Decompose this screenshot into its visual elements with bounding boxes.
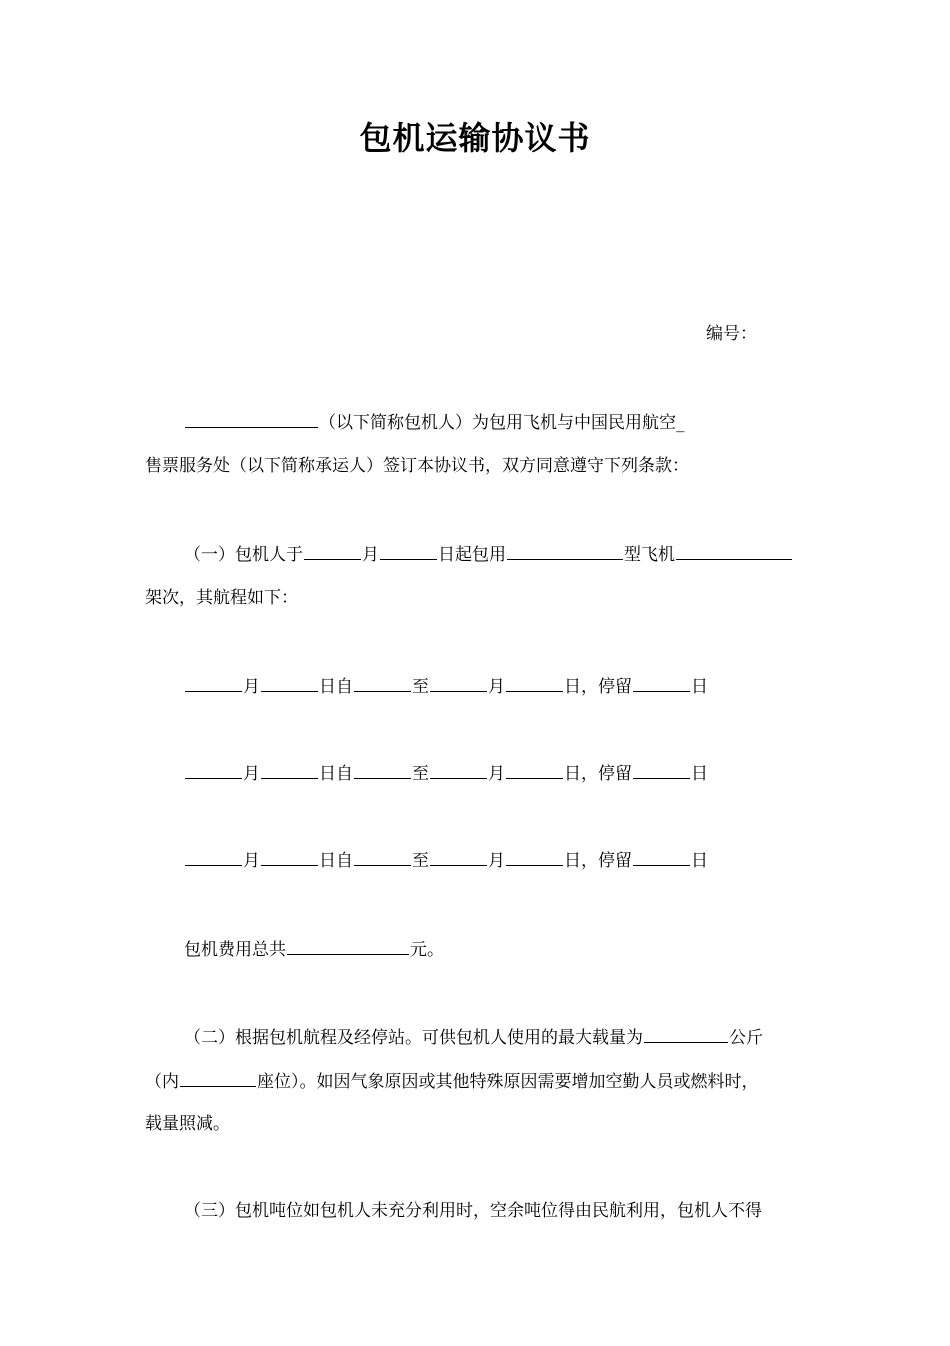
- clause-3-line-1: （三）包机吨位如包机人未充分利用时，空余吨位得由民航利用，包机人不得: [184, 1201, 762, 1221]
- itinerary-from-label: 日自: [319, 764, 353, 784]
- clause-1-month-label: 月: [362, 545, 379, 565]
- clause-1-line-2: 架次，其航程如下：: [145, 588, 298, 608]
- aircraft-type-blank[interactable]: [507, 541, 623, 560]
- itinerary-day2-blank[interactable]: [506, 847, 563, 866]
- itinerary-month2-label: 月: [488, 764, 505, 784]
- document-title: 包机运输协议书: [359, 119, 591, 157]
- clause-1-prefix: （一）包机人于: [184, 545, 303, 565]
- clause-2-line-3: 载量照减。: [145, 1114, 230, 1134]
- itinerary-month-blank[interactable]: [185, 673, 242, 692]
- charterer-name-blank[interactable]: [185, 409, 318, 428]
- itinerary-stay-blank[interactable]: [633, 760, 690, 779]
- itinerary-day-blank[interactable]: [261, 760, 318, 779]
- itinerary-origin-blank[interactable]: [354, 673, 411, 692]
- clause-2-line-2-suffix: 座位）。如因气象原因或其他特殊原因需要增加空勤人员或燃料时，: [257, 1072, 759, 1092]
- seat-count-blank[interactable]: [180, 1068, 256, 1087]
- clause-2-line-1: [184, 1024, 763, 1050]
- clause-1-type-label: 型飞机: [624, 545, 675, 565]
- fee-suffix: 元。: [410, 940, 444, 960]
- intro-line-1-text: （以下简称包机人）为包用飞机与中国民用航空_: [319, 413, 685, 433]
- start-day-blank[interactable]: [380, 541, 437, 560]
- itinerary-row: [184, 760, 708, 786]
- intro-line-2: 售票服务处（以下简称承运人）签订本协议书，双方同意遵守下列条款：: [145, 456, 689, 476]
- itinerary-from-label: 日自: [319, 677, 353, 697]
- max-load-blank[interactable]: [644, 1024, 728, 1043]
- clause-2-line-2-prefix: （内: [145, 1072, 179, 1092]
- itinerary-to-label: 至: [412, 851, 429, 871]
- itinerary-stay-label: 日，停留: [564, 851, 632, 871]
- itinerary-day-blank[interactable]: [261, 673, 318, 692]
- start-month-blank[interactable]: [304, 541, 361, 560]
- itinerary-origin-blank[interactable]: [354, 847, 411, 866]
- itinerary-day-end-label: 日: [691, 764, 708, 784]
- itinerary-stay-label: 日，停留: [564, 764, 632, 784]
- itinerary-month-blank[interactable]: [185, 760, 242, 779]
- itinerary-stay-label: 日，停留: [564, 677, 632, 697]
- itinerary-to-label: 至: [412, 677, 429, 697]
- itinerary-month2-label: 月: [488, 851, 505, 871]
- itinerary-stay-blank[interactable]: [633, 847, 690, 866]
- contract-number-label: 编号：: [706, 324, 757, 344]
- itinerary-dest-blank[interactable]: [430, 847, 487, 866]
- fee-amount-blank[interactable]: [287, 936, 409, 955]
- itinerary-month-label: 月: [243, 851, 260, 871]
- itinerary-day2-blank[interactable]: [506, 760, 563, 779]
- itinerary-day-end-label: 日: [691, 851, 708, 871]
- itinerary-day2-blank[interactable]: [506, 673, 563, 692]
- clause-2-line-2: [145, 1068, 759, 1094]
- itinerary-dest-blank[interactable]: [430, 760, 487, 779]
- fee-prefix: 包机费用总共: [184, 940, 286, 960]
- intro-line-1: [184, 409, 685, 435]
- clause-1-line-1: [184, 541, 793, 567]
- itinerary-month2-label: 月: [488, 677, 505, 697]
- itinerary-row: [184, 847, 708, 873]
- itinerary-month-blank[interactable]: [185, 847, 242, 866]
- itinerary-month-label: 月: [243, 764, 260, 784]
- itinerary-from-label: 日自: [319, 851, 353, 871]
- fee-line: [184, 936, 444, 962]
- itinerary-origin-blank[interactable]: [354, 760, 411, 779]
- itinerary-to-label: 至: [412, 764, 429, 784]
- itinerary-month-label: 月: [243, 677, 260, 697]
- clause-2-kg-label: 公斤: [729, 1028, 763, 1048]
- itinerary-day-blank[interactable]: [261, 847, 318, 866]
- clause-1-day-label: 日起包用: [438, 545, 506, 565]
- itinerary-row: [184, 673, 708, 699]
- itinerary-day-end-label: 日: [691, 677, 708, 697]
- itinerary-dest-blank[interactable]: [430, 673, 487, 692]
- clause-2-prefix: （二）根据包机航程及经停站。可供包机人使用的最大载量为: [184, 1028, 643, 1048]
- itinerary-stay-blank[interactable]: [633, 673, 690, 692]
- flight-count-blank[interactable]: [676, 541, 792, 560]
